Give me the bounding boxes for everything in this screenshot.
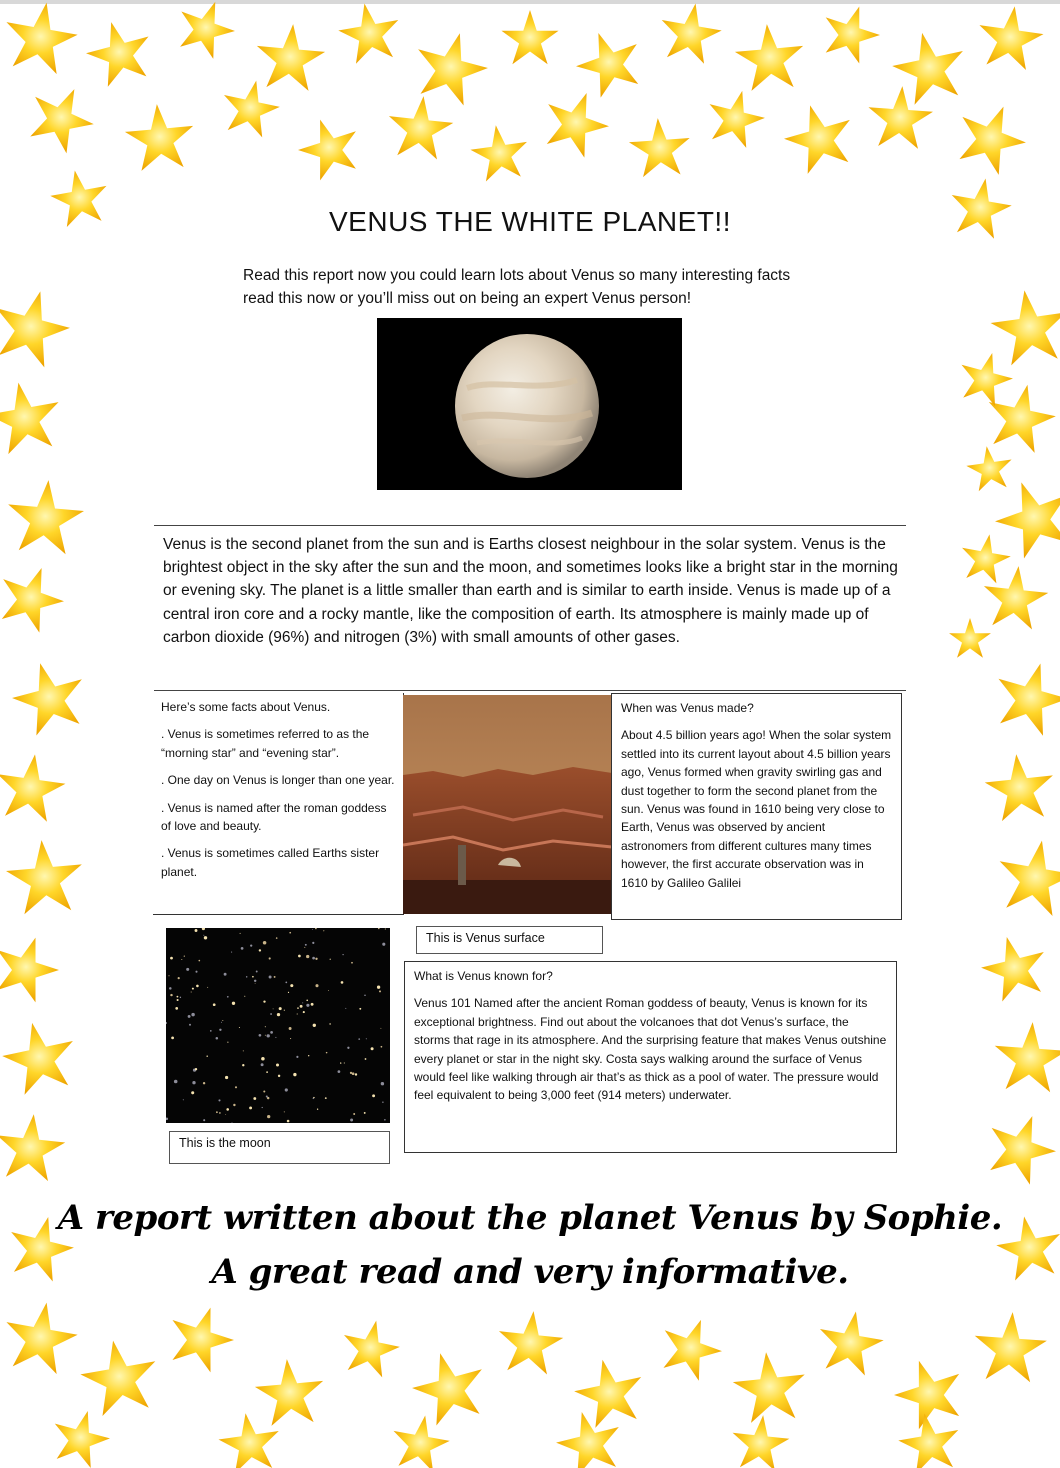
- star-decoration: [982, 751, 1057, 823]
- sky-star-dot: [371, 1047, 374, 1050]
- star-decoration: [992, 834, 1060, 918]
- sky-star-dot: [267, 1034, 270, 1037]
- sky-star-dot: [186, 968, 189, 971]
- sky-star-dot: [380, 1028, 381, 1029]
- star-decoration: [569, 1353, 650, 1431]
- star-decoration: [974, 2, 1047, 72]
- sky-star-dot: [170, 994, 172, 996]
- sky-star-dot: [233, 1104, 235, 1106]
- sky-star-dot: [351, 962, 353, 964]
- sky-star-dot: [210, 1030, 212, 1032]
- star-decoration: [992, 1020, 1060, 1094]
- sky-star-dot: [379, 990, 381, 992]
- sky-star-dot: [306, 1004, 309, 1007]
- sky-star-dot: [300, 1005, 303, 1008]
- sky-star-dot: [266, 1095, 268, 1097]
- sky-star-dot: [219, 1029, 221, 1031]
- star-decoration: [337, 1315, 404, 1380]
- star-decoration: [953, 346, 1018, 409]
- star-decoration: [80, 14, 158, 90]
- star-decoration: [568, 22, 650, 102]
- sky-star-dot: [204, 936, 207, 939]
- venus-surface-image: [403, 695, 612, 914]
- sky-star-dot: [199, 960, 201, 962]
- star-decoration: [0, 928, 66, 1006]
- star-decoration: [729, 1412, 791, 1468]
- sky-star-dot: [347, 1047, 349, 1049]
- star-decoration: [291, 110, 367, 184]
- sky-star-dot: [177, 996, 179, 998]
- star-decoration: [501, 10, 558, 64]
- sky-star-dot: [312, 929, 313, 930]
- sky-star-dot: [308, 1055, 309, 1056]
- sky-star-dot: [355, 1073, 357, 1075]
- star-decoration: [0, 1296, 82, 1376]
- sky-star-dot: [263, 941, 267, 945]
- sky-star-dot: [317, 1109, 318, 1110]
- sky-star-dot: [382, 1101, 383, 1102]
- sky-star-dot: [195, 971, 197, 973]
- sky-star-dot: [287, 1120, 290, 1123]
- sky-star-dot: [261, 1057, 265, 1061]
- sky-star-dot: [278, 1075, 280, 1077]
- star-decoration: [5, 654, 93, 739]
- sky-star-dot: [261, 1063, 264, 1066]
- star-decoration: [964, 443, 1015, 492]
- sky-star-dot: [289, 932, 291, 934]
- star-decoration: [813, 1306, 887, 1378]
- sky-star-dot: [364, 1112, 366, 1114]
- sky-star-dot: [191, 1013, 194, 1016]
- sky-star-dot: [216, 1111, 218, 1113]
- star-decoration: [975, 929, 1053, 1004]
- sky-star-dot: [330, 959, 331, 960]
- sky-star-dot: [262, 1107, 263, 1108]
- sky-star-dot: [168, 975, 169, 976]
- sky-star-dot: [358, 1038, 360, 1040]
- star-decoration: [468, 121, 532, 183]
- star-decoration: [886, 1350, 971, 1433]
- sky-star-dot: [174, 1080, 178, 1084]
- star-decoration: [627, 116, 692, 178]
- sky-star-dot: [384, 1119, 386, 1121]
- sky-star-dot: [276, 937, 278, 939]
- sky-star-dot: [170, 957, 173, 960]
- sky-star-dot: [225, 1114, 226, 1115]
- star-decoration: [253, 21, 327, 92]
- main-paragraph: Venus is the second planet from the sun and is Earths closest neighbour in the solar system. Venus is the brightest object in the sky after the sun and the moon, and sometimes looks like a bright star in the morning or evening sky. The planet is a little smaller than earth and is similar to earth inside. Venus is made up of a central iron core and a rocky mantle, like the composition of earth. Its atmosphere is mainly made up of carbon dioxide (96%) and nitrogen (3%) with small amounts of other gases.: [163, 536, 898, 646]
- sky-star-dot: [323, 930, 324, 931]
- sky-star-dot: [304, 947, 305, 948]
- sky-star-dot: [381, 1082, 384, 1085]
- sky-star-dot: [219, 1112, 220, 1113]
- sky-star-dot: [315, 984, 318, 987]
- sky-star-dot: [269, 957, 271, 959]
- sky-star-dot: [191, 991, 192, 992]
- sky-star-dot: [178, 977, 180, 979]
- sky-star-dot: [284, 1010, 285, 1011]
- sky-star-dot: [184, 955, 185, 956]
- sky-star-dot: [207, 987, 208, 988]
- sky-star-dot: [329, 1023, 330, 1024]
- sky-star-dot: [296, 1056, 298, 1058]
- star-decoration: [388, 1411, 454, 1468]
- sky-star-dot: [206, 1055, 207, 1056]
- star-decoration: [123, 101, 197, 172]
- sky-star-dot: [244, 996, 245, 997]
- sky-star-dot: [285, 982, 287, 984]
- sky-star-dot: [344, 1062, 345, 1063]
- star-decoration: [550, 1404, 628, 1468]
- star-decoration: [4, 837, 86, 916]
- sky-star-dot: [221, 1022, 222, 1023]
- star-decoration: [656, 0, 726, 66]
- sky-star-dot: [218, 1099, 220, 1101]
- star-decoration: [978, 1104, 1060, 1189]
- sky-star-dot: [213, 1003, 216, 1006]
- sky-star-dot: [263, 1090, 265, 1092]
- star-decoration: [733, 21, 807, 92]
- facts-heading: Here’s some facts about Venus.: [161, 700, 331, 714]
- known-heading: What is Venus known for?: [414, 969, 553, 983]
- sky-star-dot: [203, 1082, 205, 1084]
- sky-star-dot: [191, 1091, 194, 1094]
- star-decoration: [4, 477, 86, 556]
- sky-star-dot: [256, 971, 258, 973]
- sky-star-dot: [195, 929, 198, 932]
- sky-star-dot: [222, 1020, 223, 1021]
- sky-star-dot: [350, 1119, 353, 1122]
- star-decoration: [777, 96, 861, 177]
- sky-star-dot: [279, 1007, 282, 1010]
- sky-star-dot: [249, 1106, 252, 1109]
- sky-star-dot: [270, 1031, 273, 1034]
- star-decoration: [161, 1298, 242, 1376]
- divider-bottom: [154, 690, 906, 691]
- sky-star-dot: [340, 1062, 341, 1063]
- sky-star-dot: [313, 1024, 316, 1027]
- sky-star-dot: [269, 976, 272, 979]
- sky-star-dot: [385, 928, 386, 929]
- sky-star-dot: [195, 1068, 197, 1070]
- star-decoration: [653, 1310, 730, 1385]
- sky-star-dot: [297, 1013, 298, 1014]
- sky-star-dot: [265, 1026, 266, 1027]
- sky-star-dot: [203, 935, 204, 936]
- sky-star-dot: [364, 994, 366, 996]
- sky-star-dot: [181, 959, 182, 960]
- sky-star-dot: [274, 976, 276, 978]
- sky-star-dot: [290, 984, 293, 987]
- sky-star-dot: [298, 955, 301, 958]
- sky-star-dot: [169, 987, 172, 990]
- sky-star-dot: [235, 1086, 237, 1088]
- sky-star-dot: [303, 1011, 305, 1013]
- sky-star-dot: [225, 1076, 228, 1079]
- star-decoration: [972, 1310, 1049, 1384]
- fact-item: . Venus is named after the roman goddess of love and beauty.: [161, 800, 387, 834]
- sky-star-dot: [285, 1088, 288, 1091]
- sky-star-dot: [241, 947, 244, 950]
- sky-star-dot: [305, 944, 307, 946]
- sky-star-dot: [240, 933, 241, 934]
- sky-star-dot: [254, 980, 256, 982]
- star-decoration: [894, 1408, 964, 1468]
- sky-star-dot: [338, 1070, 341, 1073]
- star-decoration: [0, 0, 82, 77]
- sky-star-dot: [255, 983, 256, 984]
- sky-star-dot: [188, 1015, 191, 1018]
- star-decoration: [495, 1308, 566, 1376]
- sky-star-dot: [297, 1007, 299, 1009]
- sky-star-dot: [377, 986, 380, 989]
- sky-star-dot: [250, 944, 252, 946]
- sky-star-dot: [359, 1008, 361, 1010]
- sky-star-dot: [306, 955, 309, 958]
- sky-star-dot: [276, 1064, 279, 1067]
- sky-star-dot: [266, 1071, 268, 1073]
- star-decoration: [405, 1344, 493, 1429]
- fact-item: . Venus is sometimes referred to as the “morning star” and “evening star”.: [161, 727, 370, 760]
- sky-star-dot: [284, 1111, 285, 1112]
- sky-star-dot: [270, 1013, 272, 1015]
- sky-star-dot: [177, 999, 179, 1001]
- surface-caption: This is Venus surface: [416, 926, 603, 954]
- sky-star-dot: [180, 997, 181, 998]
- star-decoration: [407, 24, 495, 109]
- sky-star-dot: [242, 1064, 244, 1066]
- sky-star-dot: [382, 943, 385, 946]
- fact-item: . One day on Venus is longer than one year.: [161, 773, 395, 788]
- sky-star-dot: [372, 1094, 375, 1097]
- star-decoration: [815, 0, 886, 67]
- moon-caption: This is the moon: [169, 1131, 390, 1164]
- sky-star-dot: [273, 1008, 274, 1009]
- venus-known-box: [404, 961, 897, 1153]
- sky-star-dot: [381, 1046, 383, 1048]
- sky-star-dot: [263, 1000, 265, 1002]
- star-decoration: [217, 75, 284, 140]
- sky-star-dot: [293, 1073, 296, 1076]
- sky-star-dot: [252, 976, 254, 978]
- star-decoration: [19, 76, 104, 159]
- sky-star-dot: [290, 1038, 291, 1039]
- sky-star-dot: [315, 958, 317, 960]
- signature-line-1: A report written about the planet Venus by Sophie.: [57, 1198, 1003, 1238]
- made-body: About 4.5 billion years ago! When the solar system settled into its current layout about 4.5 billion years ago, Venus formed when gravity swirling gas and dust together to form the second planet from the sun. Venus was found in 1610 being very close to Earth, Venus was observed by ancient astronomers from different cultures many times however, the first accurate observation was in 1610 by Galileo Galilei: [621, 728, 892, 890]
- star-decoration: [76, 1334, 163, 1418]
- sky-star-dot: [265, 1035, 266, 1036]
- sky-star-dot: [226, 1108, 229, 1111]
- star-decoration: [957, 530, 1014, 585]
- sky-star-dot: [259, 1034, 262, 1037]
- star-decoration: [0, 282, 77, 372]
- star-decoration: [947, 94, 1035, 180]
- sky-star-dot: [183, 1099, 184, 1100]
- intro-text: Read this report now you could learn lots about Venus so many interesting facts read this now or you’ll miss out on being an expert Venus person!: [243, 267, 791, 307]
- star-decoration: [0, 557, 72, 637]
- sky-star-dot: [366, 1038, 367, 1039]
- sky-star-dot: [231, 952, 232, 953]
- sky-star-dot: [253, 1097, 256, 1100]
- star-decoration: [949, 618, 991, 658]
- sky-star-dot: [312, 942, 314, 944]
- star-decoration: [987, 285, 1060, 367]
- star-decoration: [334, 0, 404, 66]
- sky-star-dot: [267, 1115, 270, 1118]
- sky-star-dot: [325, 1097, 327, 1099]
- made-heading: When was Venus made?: [621, 701, 754, 715]
- sky-star-dot: [311, 1003, 314, 1006]
- sky-star-dot: [243, 1050, 244, 1051]
- page-title: VENUS THE WHITE PLANET!!: [329, 206, 731, 237]
- sky-star-dot: [239, 1027, 240, 1028]
- sky-star-dot: [326, 1052, 328, 1054]
- sky-star-dot: [289, 1027, 292, 1030]
- sky-star-dot: [302, 1002, 303, 1003]
- sky-star-dot: [277, 1013, 280, 1016]
- sky-star-dot: [196, 985, 199, 988]
- sky-star-dot: [192, 1081, 195, 1084]
- star-decoration: [0, 1015, 82, 1097]
- star-decoration: [253, 1356, 327, 1427]
- sky-star-dot: [313, 1098, 314, 1099]
- sky-star-dot: [365, 1058, 367, 1060]
- star-decoration: [0, 1111, 68, 1183]
- divider-top: [154, 525, 906, 526]
- star-decoration: [385, 93, 456, 161]
- star-decoration: [0, 750, 69, 824]
- sky-star-dot: [216, 1037, 219, 1040]
- star-decoration: [986, 469, 1060, 563]
- sky-star-dot: [232, 1002, 235, 1005]
- star-decoration: [535, 82, 617, 162]
- sky-star-dot: [227, 996, 229, 998]
- sky-star-dot: [342, 954, 343, 955]
- venus-made-box: [611, 693, 902, 920]
- sky-star-dot: [328, 990, 329, 991]
- sky-star-dot: [175, 1007, 178, 1010]
- star-decoration: [730, 1348, 809, 1424]
- sky-star-dot: [203, 1119, 205, 1121]
- sky-star-dot: [246, 976, 247, 977]
- sky-star-dot: [288, 992, 289, 993]
- sky-star-dot: [352, 1072, 355, 1075]
- signature-line-2: A great read and very informative.: [211, 1252, 849, 1292]
- sky-star-dot: [341, 981, 344, 984]
- sky-star-dot: [259, 949, 261, 951]
- star-decoration: [170, 0, 242, 63]
- sky-star-dot: [171, 1037, 174, 1040]
- sky-star-dot: [306, 999, 308, 1001]
- sky-star-dot: [192, 988, 194, 990]
- fact-item: . Venus is sometimes called Earths sister planet.: [161, 846, 380, 879]
- star-decoration: [701, 84, 770, 150]
- sky-star-dot: [224, 973, 227, 976]
- venus-planet-image: [377, 318, 682, 490]
- sky-star-dot: [275, 1037, 276, 1038]
- star-decoration: [987, 654, 1060, 740]
- known-body: Venus 101 Named after the ancient Roman goddess of beauty, Venus is known for its exceptional brightness. Find out about the volcanoes that dot Venus’s surface, the storms that rage in its atmosphere. And the surprising feature that makes Venus outshine every planet or star in the night sky. Costa says walking around the surface of Venus would feel like walking through air that’s as thick as a pool of water. The pressure would feel equivalent to being 3,000 feet (914 meters) underwater.: [414, 996, 887, 1103]
- sky-star-dot: [345, 1008, 346, 1009]
- sky-star-dot: [353, 1113, 355, 1115]
- moon-stars-image: [166, 928, 390, 1123]
- sky-star-dot: [227, 1042, 228, 1043]
- facts-box: [153, 693, 404, 915]
- sky-star-dot: [312, 957, 315, 960]
- star-decoration: [0, 376, 66, 456]
- sky-star-dot: [189, 1024, 191, 1026]
